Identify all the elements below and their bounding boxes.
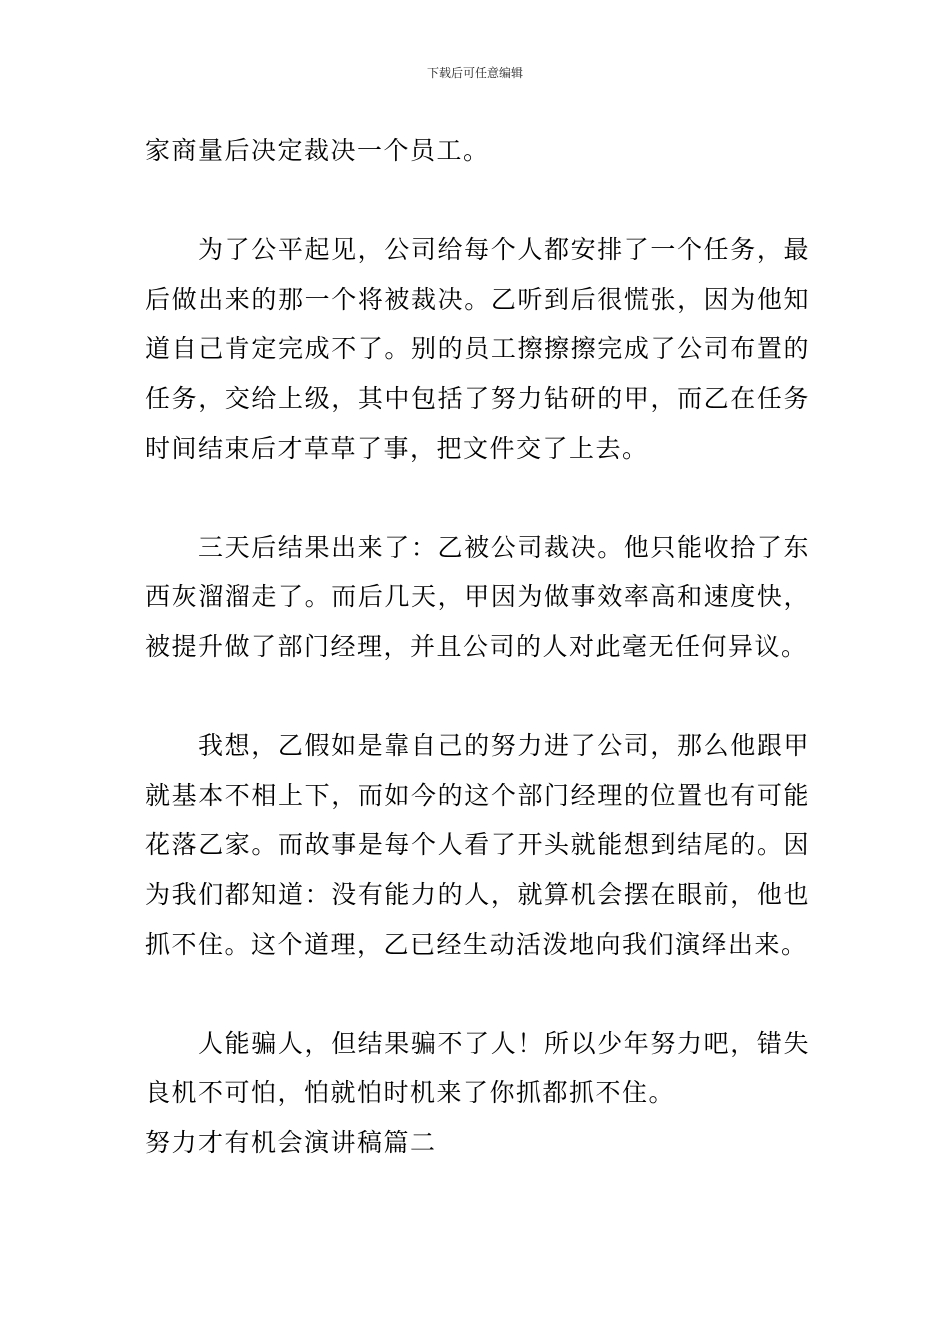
document-body: [145, 126, 810, 1167]
paragraph-spacer: [145, 473, 810, 523]
paragraph-continuation: 家商量后决定裁决一个员工。: [145, 136, 490, 165]
paragraph-spacer: [145, 672, 810, 722]
page-header-note: 下载后可任意编辑: [426, 66, 523, 80]
paragraph-spacer: [145, 969, 810, 1019]
paragraph-conclusion: 人能骗人，但结果骗不了人！所以少年努力吧，错失良机不可怕，怕就怕时机来了你抓都抓不住。: [145, 1028, 810, 1108]
paragraph-task-assignment: 为了公平起见，公司给每个人都安排了一个任务，最后做出来的那一个将被裁决。乙听到后很慌张，因为他知道自己肯定完成不了。别的员工擦擦擦完成了公司布置的任务，交给上级，其中包括了努力钻研的甲，而乙在任务时间结束后才草草了事，把文件交了上去。: [145, 235, 810, 463]
paragraph-spacer: [145, 176, 810, 226]
paragraph-result: 三天后结果出来了：乙被公司裁决。他只能收拾了东西灰溜溜走了。而后几天，甲因为做事效率高和速度快，被提升做了部门经理，并且公司的人对此毫无任何异议。: [145, 532, 810, 661]
section-title: 努力才有机会演讲稿篇二: [145, 1127, 437, 1157]
paragraph-reflection: 我想，乙假如是靠自己的努力进了公司，那么他跟甲就基本不相上下，而如今的这个部门经理的位置也有可能花落乙家。而故事是每个人看了开头就能想到结尾的。因为我们都知道：没有能力的人，就算机会摆在眼前，他也抓不住。这个道理，乙已经生动活泼地向我们演绎出来。: [145, 731, 810, 959]
